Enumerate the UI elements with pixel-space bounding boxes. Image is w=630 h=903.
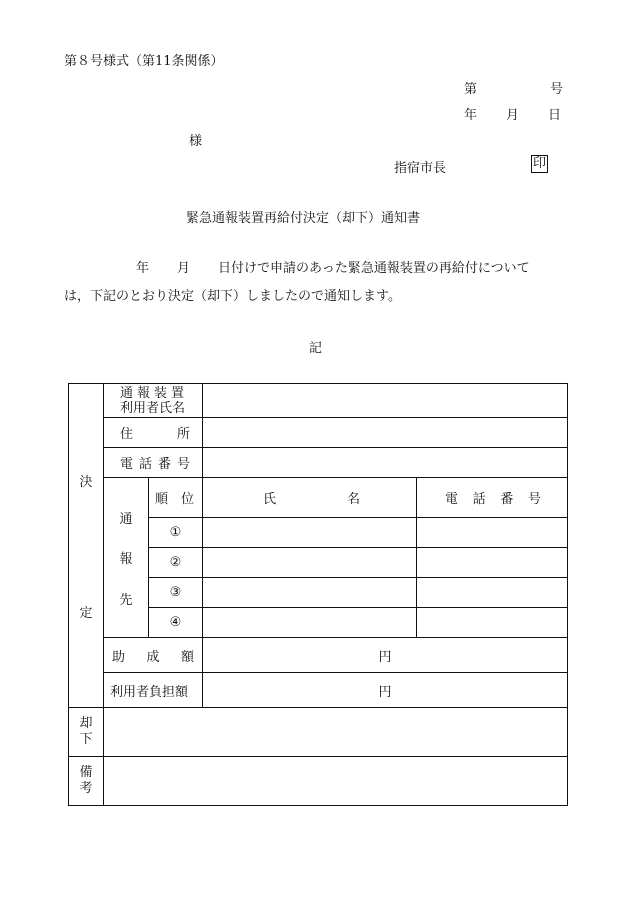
phone-char-3: 番 <box>158 457 172 472</box>
contact-phone-char-4: 号 <box>527 492 541 507</box>
addressee-suffix: 様 <box>189 134 203 149</box>
contact-row-4-phone[interactable] <box>417 608 568 638</box>
issuer-title: 指宿市長 <box>394 161 447 176</box>
contact-row-1-name[interactable] <box>203 518 417 548</box>
contact-row-2-phone[interactable] <box>417 548 568 578</box>
decision-label-cell <box>69 384 104 708</box>
contact-row-4-number: ④ <box>149 608 203 638</box>
phone-char-2: 話 <box>139 457 153 472</box>
address-field[interactable] <box>203 418 568 448</box>
name-header-char-1: 氏 <box>263 492 277 507</box>
contact-phone-char-2: 話 <box>472 492 486 507</box>
decision-char-1: 決 <box>79 474 93 490</box>
issue-number-prefix: 第 <box>464 82 478 97</box>
subsidy-label-cell <box>104 638 203 673</box>
decision-char-2: 定 <box>79 605 93 621</box>
body-paragraph <box>64 255 569 311</box>
rejection-field[interactable] <box>104 708 568 757</box>
contact-row-1-phone[interactable] <box>417 518 568 548</box>
date-year: 年 <box>464 108 478 123</box>
form-number: 第８号様式（第11条関係） <box>64 54 224 69</box>
contact-row-2-name[interactable] <box>203 548 417 578</box>
user-burden-amount-field[interactable] <box>203 673 568 708</box>
contact-row-2-number: ② <box>149 548 203 578</box>
issue-number-suffix: 号 <box>550 82 564 97</box>
body-line1-end: て <box>516 261 530 276</box>
phone-char-4: 号 <box>177 457 191 472</box>
ki-mark: 記 <box>309 341 323 356</box>
subsidy-char-1: 助 <box>112 649 126 665</box>
contact-row-3-name[interactable] <box>203 578 417 608</box>
user-name-label-cell <box>104 384 203 418</box>
subsidy-unit: 円 <box>378 649 392 665</box>
body-line2: は，下記のとおり決定（却下）しましたので通知します。 <box>64 289 401 304</box>
address-char-1: 住 <box>120 427 134 442</box>
name-header-char-2: 名 <box>347 492 361 507</box>
contact-phone-char-3: 番 <box>500 492 514 507</box>
contacts-char-1: 通 <box>119 511 133 527</box>
remarks-field[interactable] <box>104 757 568 806</box>
remarks-label-cell <box>69 757 104 806</box>
contacts-char-2: 報 <box>119 552 133 567</box>
rejection-char-1: 却 <box>79 716 93 731</box>
document-title: 緊急通報装置再給付決定（却下）通知書 <box>186 211 421 226</box>
order-header-cell <box>149 478 203 518</box>
decision-table <box>68 383 568 806</box>
user-name-field[interactable] <box>203 384 568 418</box>
contact-phone-header-cell <box>417 478 568 518</box>
subsidy-char-3: 額 <box>181 649 195 665</box>
user-name-label-line2: 利用者氏名 <box>120 400 186 416</box>
rejection-char-2: 下 <box>79 732 93 747</box>
user-name-label-line1: 通報装置 <box>120 385 189 401</box>
remarks-char-2: 考 <box>79 781 93 796</box>
contact-row-3-number: ③ <box>149 578 203 608</box>
contacts-label-cell <box>104 478 149 638</box>
date-month: 月 <box>506 108 520 123</box>
contact-phone-char-1: 電 <box>445 492 459 507</box>
user-burden-unit: 円 <box>378 684 392 700</box>
seal-mark: 印 <box>533 156 547 171</box>
contacts-char-3: 先 <box>119 592 133 608</box>
address-char-2: 所 <box>177 427 191 442</box>
date-day: 日 <box>548 108 562 123</box>
contact-row-4-name[interactable] <box>203 608 417 638</box>
name-header-cell <box>203 478 417 518</box>
order-char-1: 順 <box>155 492 169 507</box>
remarks-char-1: 備 <box>79 765 93 780</box>
phone-field[interactable] <box>203 448 568 478</box>
phone-char-1: 電 <box>120 457 134 472</box>
user-burden-label-cell: 利用者負担額 <box>104 673 203 708</box>
phone-label-cell <box>104 448 203 478</box>
subsidy-char-2: 成 <box>146 649 160 665</box>
body-month: 月 <box>177 261 191 276</box>
order-char-2: 位 <box>181 492 195 507</box>
contact-row-3-phone[interactable] <box>417 578 568 608</box>
subsidy-amount-field[interactable] <box>203 638 568 673</box>
rejection-label-cell <box>69 708 104 757</box>
contact-row-1-number: ① <box>149 518 203 548</box>
body-year: 年 <box>136 261 150 276</box>
address-label-cell <box>104 418 203 448</box>
body-line1: 日付けで申請のあった緊急通報装置の再給付につい <box>218 261 517 276</box>
